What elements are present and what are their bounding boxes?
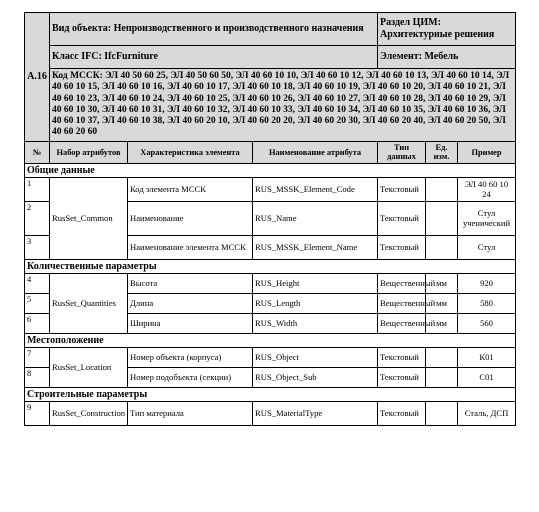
attribute-name: RUS_Height	[253, 273, 378, 293]
attribute-set: RusSet_Common	[50, 177, 128, 259]
example: Сталь, ДСП	[458, 401, 516, 425]
unit: мм	[426, 273, 458, 293]
data-type: Вещественный	[378, 313, 426, 333]
unit	[426, 367, 458, 387]
data-type: Текстовый	[378, 401, 426, 425]
row-num: 2	[25, 201, 50, 235]
characteristic: Номер объекта (корпуса)	[128, 347, 253, 367]
unit	[426, 401, 458, 425]
example: К01	[458, 347, 516, 367]
unit	[426, 235, 458, 259]
row-num: 9	[25, 401, 50, 425]
col-header-unit: Ед. изм.	[426, 141, 458, 163]
cim-section: Раздел ЦИМ: Архитектурные решения	[378, 13, 516, 46]
row-num: 6	[25, 313, 50, 333]
characteristic: Наименование	[128, 201, 253, 235]
example: 920	[458, 273, 516, 293]
characteristic: Высота	[128, 273, 253, 293]
attribute-name: RUS_MSSK_Element_Name	[253, 235, 378, 259]
attribute-name: RUS_Width	[253, 313, 378, 333]
element-name: Элемент: Мебель	[378, 46, 516, 69]
unit	[426, 201, 458, 235]
data-type: Текстовый	[378, 201, 426, 235]
row-num: 3	[25, 235, 50, 259]
unit	[426, 347, 458, 367]
characteristic: Тип материала	[128, 401, 253, 425]
row-num: 5	[25, 293, 50, 313]
table-id: A.16	[25, 13, 50, 142]
col-header-num: №	[25, 141, 50, 163]
attribute-name: RUS_Name	[253, 201, 378, 235]
characteristic: Ширина	[128, 313, 253, 333]
mssk-codes: Код МССК: ЭЛ 40 50 60 25, ЭЛ 40 50 60 50, ЭЛ 40 60 10 10, ЭЛ 40 60 10 12, ЭЛ 40 60 10 13, ЭЛ 40 60 10 14, ЭЛ 40 60 10 15, ЭЛ 40 60 10 16, ЭЛ 40 60 10 17, ЭЛ 40 60 10 18, ЭЛ 40 60 10 19, ЭЛ 40 60 10 20, ЭЛ 40 60 10 21, ЭЛ 40 60 10 23, ЭЛ 40 60 10 24, ЭЛ 40 60 10 25, ЭЛ 40 60 10 26, ЭЛ 40 60 10 27, ЭЛ 40 60 10 28, ЭЛ 40 60 10 29, ЭЛ 40 60 10 30, ЭЛ 40 60 10 31, ЭЛ 40 60 10 32, ЭЛ 40 60 10 33, ЭЛ 40 60 10 34, ЭЛ 40 60 10 35, ЭЛ 40 60 10 36, ЭЛ 40 60 10 37, ЭЛ 40 60 10 38, ЭЛ 40 60 20 10, ЭЛ 40 60 20 20, ЭЛ 40 60 20 30, ЭЛ 40 60 20 40, ЭЛ 40 60 20 50, ЭЛ 40 60 20 60	[50, 69, 516, 142]
section-title: Строительные параметры	[25, 387, 516, 401]
unit: мм	[426, 313, 458, 333]
section-title: Местоположение	[25, 333, 516, 347]
col-header-attribute: Наименование атрибута	[253, 141, 378, 163]
attribute-set: RusSet_Location	[50, 347, 128, 387]
attribute-name: RUS_Length	[253, 293, 378, 313]
example: ЭЛ 40 60 10 24	[458, 177, 516, 201]
example: 560	[458, 313, 516, 333]
object-type: Вид объекта: Непроизводственного и производственного назначения	[50, 13, 378, 46]
characteristic: Длина	[128, 293, 253, 313]
attribute-name: RUS_MaterialType	[253, 401, 378, 425]
data-type: Вещественный	[378, 273, 426, 293]
unit: мм	[426, 293, 458, 313]
data-type: Вещественный	[378, 293, 426, 313]
col-header-set: Набор атрибутов	[50, 141, 128, 163]
col-header-characteristic: Характеристика элемента	[128, 141, 253, 163]
row-num: 4	[25, 273, 50, 293]
data-type: Текстовый	[378, 367, 426, 387]
section-title: Количественные параметры	[25, 259, 516, 273]
example: Стул ученический	[458, 201, 516, 235]
attribute-name: RUS_MSSK_Element_Code	[253, 177, 378, 201]
example: Стул	[458, 235, 516, 259]
attribute-name: RUS_Object_Sub	[253, 367, 378, 387]
data-type: Текстовый	[378, 235, 426, 259]
unit	[426, 177, 458, 201]
example: 580	[458, 293, 516, 313]
attribute-name: RUS_Object	[253, 347, 378, 367]
col-header-data-type: Тип данных	[378, 141, 426, 163]
characteristic: Наименование элемента МССК	[128, 235, 253, 259]
attribute-set: RusSet_Construction	[50, 401, 128, 425]
row-num: 7	[25, 347, 50, 367]
row-num: 8	[25, 367, 50, 387]
characteristic: Номер подобъекта (секции)	[128, 367, 253, 387]
attribute-table	[24, 12, 516, 426]
col-header-example: Пример	[458, 141, 516, 163]
data-type: Текстовый	[378, 177, 426, 201]
section-title: Общие данные	[25, 163, 516, 177]
row-num: 1	[25, 177, 50, 201]
attribute-set: RusSet_Quantities	[50, 273, 128, 333]
example: С01	[458, 367, 516, 387]
characteristic: Код элемента МССК	[128, 177, 253, 201]
data-type: Текстовый	[378, 347, 426, 367]
ifc-class: Класс IFC: IfcFurniture	[50, 46, 378, 69]
